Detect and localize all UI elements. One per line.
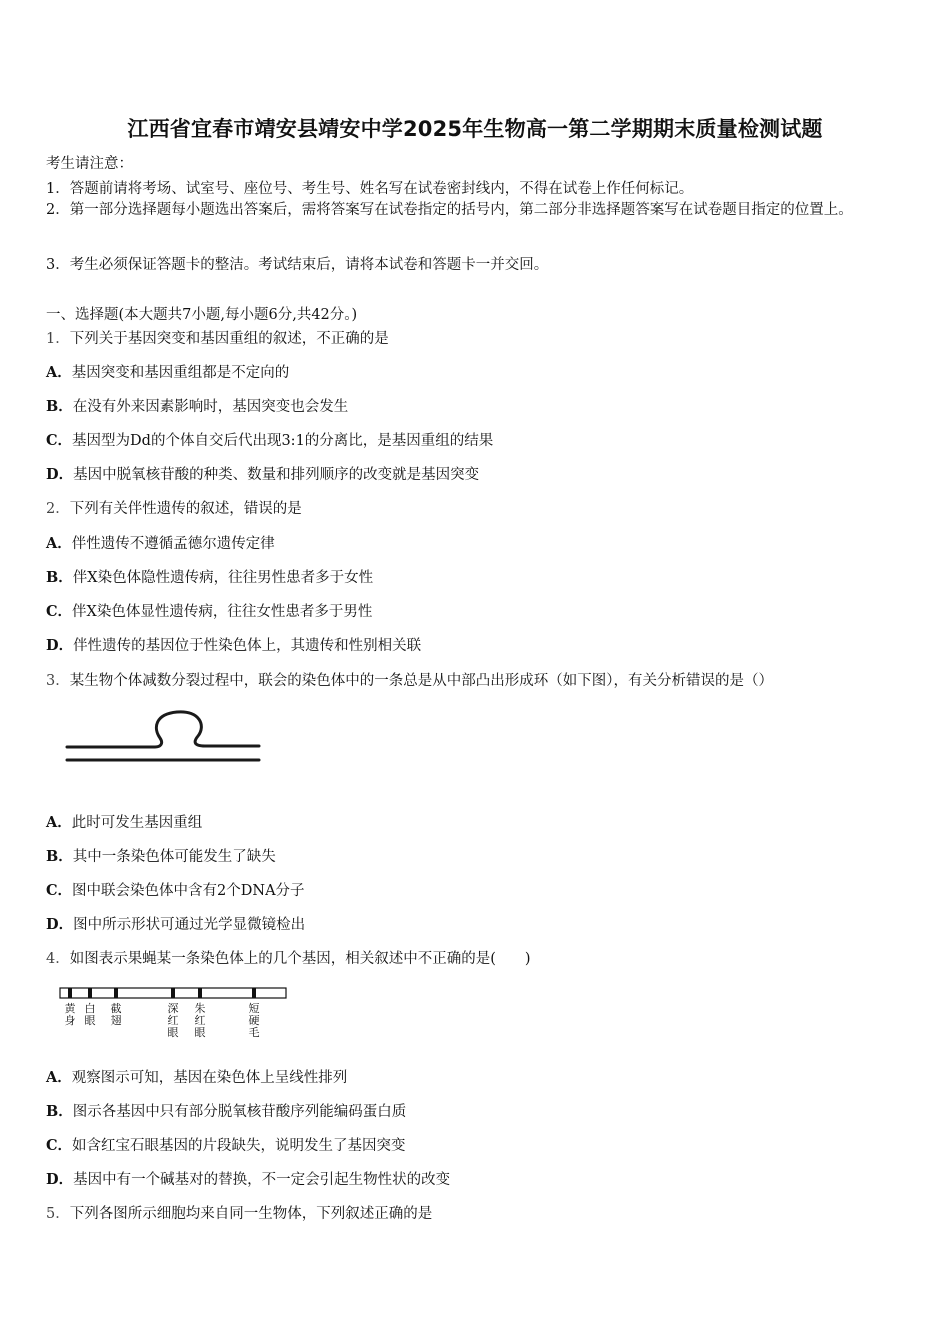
gene-label: 深红眼 <box>167 1002 179 1039</box>
question-3-stem <box>46 669 773 690</box>
gene-locus-mark <box>252 988 256 998</box>
q4-option-b <box>46 1100 406 1121</box>
question-text: 下列有关伴性遗传的叙述，错误的是 <box>69 501 302 517</box>
option-text: 伴X染色体隐性遗传病，往往男性患者多于女性 <box>72 570 374 586</box>
q3-option-d <box>46 913 305 934</box>
question-2-stem <box>46 497 302 518</box>
option-text: 观察图示可知，基因在染色体上呈线性排列 <box>71 1070 348 1086</box>
notice-item-2: 2．第一部分选择题每小题选出答案后，需将答案写在试卷指定的括号内，第二部分非选择题答案写在试卷题目指定的位置上。 <box>46 202 853 218</box>
q2-option-d <box>46 634 421 655</box>
option-text: 基因中脱氧核苷酸的种类、数量和排列顺序的改变就是基因突变 <box>73 467 480 483</box>
chromosome-loop-figure <box>60 700 270 775</box>
option-text: 伴性遗传不遵循孟德尔遗传定律 <box>71 536 275 552</box>
q4-option-c <box>46 1134 406 1155</box>
question-number: 1． <box>46 331 70 347</box>
q3-option-b <box>46 845 276 866</box>
gene-label: 朱红眼 <box>194 1002 206 1039</box>
gene-locus-mark <box>114 988 118 998</box>
question-number: 3． <box>46 673 70 689</box>
gene-label: 短硬毛 <box>248 1002 260 1039</box>
gene-locus-mark <box>198 988 202 998</box>
q4-option-a <box>46 1066 347 1087</box>
option-letter: B． <box>46 848 73 865</box>
q1-option-a <box>46 361 289 382</box>
gene-label: 黄身 <box>64 1002 76 1027</box>
question-text: 如图表示果蝇某一条染色体上的几个基因，相关叙述中不正确的是( ) <box>69 951 531 967</box>
option-letter: C． <box>46 432 73 449</box>
q2-option-c <box>46 600 372 621</box>
notice-item-3: 3．考生必须保证答题卡的整洁。考试结束后，请将本试卷和答题卡一并交回。 <box>46 257 549 273</box>
gene-map-figure <box>58 984 290 1044</box>
notice-item-1: 1．答题前请将考场、试室号、座位号、考生号、姓名写在试卷密封线内，不得在试卷上作任何标记。 <box>46 181 694 197</box>
question-text: 某生物个体减数分裂过程中，联会的染色体中的一条总是从中部凸出形成环（如下图），有关分析错误的是（） <box>69 673 773 689</box>
upper-chromosome-strand <box>67 712 259 747</box>
question-number: 2． <box>46 501 70 517</box>
option-text: 此时可发生基因重组 <box>71 815 203 831</box>
question-5-stem <box>46 1202 432 1223</box>
option-letter: A． <box>46 1069 72 1086</box>
option-text: 图中所示形状可通过光学显微镜检出 <box>73 917 306 933</box>
option-text: 伴性遗传的基因位于性染色体上，其遗传和性别相关联 <box>73 638 422 654</box>
option-text: 如含红宝石眼基因的片段缺失，说明发生了基因突变 <box>72 1138 406 1154</box>
question-1-stem <box>46 327 389 348</box>
gene-label: 截翅 <box>110 1002 122 1027</box>
question-number: 4． <box>46 951 70 967</box>
section-heading: 一、选择题(本大题共7小题,每小题6分,共42分。) <box>46 307 358 323</box>
q1-option-d <box>46 463 479 484</box>
option-text: 基因型为Dd的个体自交后代出现3:1的分离比，是基因重组的结果 <box>72 433 494 449</box>
option-letter: C． <box>46 1137 73 1154</box>
question-text: 下列关于基因突变和基因重组的叙述，不正确的是 <box>69 331 389 347</box>
q4-option-d <box>46 1168 450 1189</box>
gene-locus-mark <box>171 988 175 998</box>
question-text: 下列各图所示细胞均来自同一生物体，下列叙述正确的是 <box>69 1206 433 1222</box>
option-letter: A． <box>46 364 72 381</box>
option-text: 图示各基因中只有部分脱氧核苷酸序列能编码蛋白质 <box>72 1104 407 1120</box>
notice-header: 考生请注意： <box>46 156 133 172</box>
option-letter: A． <box>46 814 72 831</box>
option-letter: D． <box>46 466 74 483</box>
q1-option-c <box>46 429 493 450</box>
option-letter: D． <box>46 637 74 654</box>
option-letter: D． <box>46 1171 74 1188</box>
option-letter: B． <box>46 398 73 415</box>
q3-option-c <box>46 879 305 900</box>
q2-option-a <box>46 532 275 553</box>
gene-label: 白眼 <box>84 1002 96 1027</box>
q3-option-a <box>46 811 202 832</box>
option-letter: C． <box>46 882 73 899</box>
page-title: 江西省宜春市靖安县靖安中学2025年生物高一第二学期期末质量检测试题 <box>127 117 823 141</box>
option-text: 基因突变和基因重组都是不定向的 <box>71 365 290 381</box>
option-letter: B． <box>46 569 73 586</box>
gene-locus-mark <box>68 988 72 998</box>
option-letter: A． <box>46 535 72 552</box>
option-text: 基因中有一个碱基对的替换，不一定会引起生物性状的改变 <box>73 1172 451 1188</box>
q1-option-b <box>46 395 348 416</box>
option-letter: C． <box>46 603 73 620</box>
option-text: 其中一条染色体可能发生了缺失 <box>72 849 276 865</box>
gene-locus-mark <box>88 988 92 998</box>
question-number: 5． <box>46 1206 70 1222</box>
option-letter: B． <box>46 1103 73 1120</box>
option-text: 图中联会染色体中含有2个DNA分子 <box>72 883 305 899</box>
option-text: 伴X染色体显性遗传病，往往女性患者多于男性 <box>72 604 373 620</box>
q2-option-b <box>46 566 373 587</box>
option-text: 在没有外来因素影响时，基因突变也会发生 <box>72 399 349 415</box>
option-letter: D． <box>46 916 74 933</box>
question-4-stem <box>46 947 531 968</box>
